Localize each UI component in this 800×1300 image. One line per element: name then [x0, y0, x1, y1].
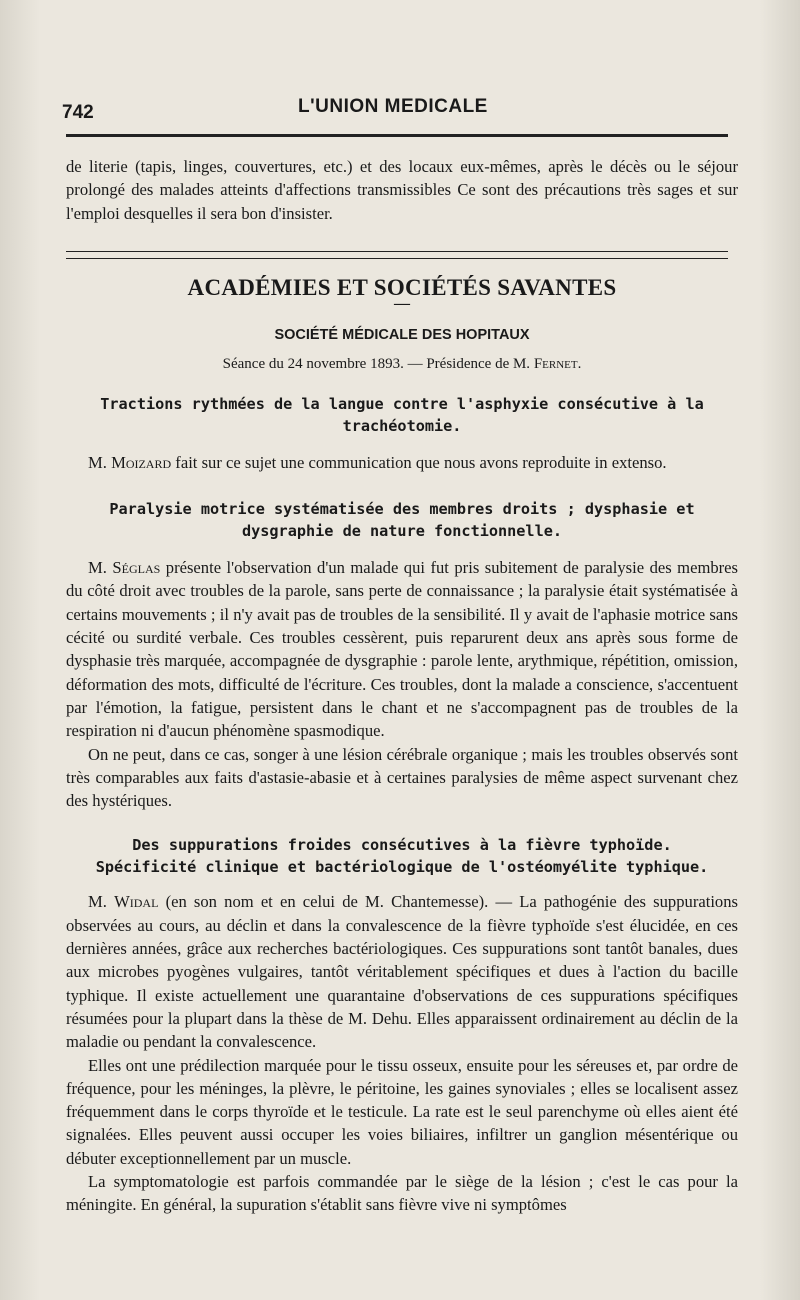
- author-name: Widal: [114, 892, 159, 912]
- page-number: 742: [62, 102, 94, 123]
- running-header: [62, 92, 738, 126]
- article-paragraph: [66, 451, 738, 474]
- honorific: M.: [88, 892, 107, 912]
- paragraph-text: fait sur ce sujet une communication que nous avons reproduite in extenso.: [171, 452, 667, 472]
- society-name: SOCIÉTÉ MÉDICALE DES HOPITAUX: [274, 326, 530, 343]
- journal-title: L'UNION MEDICALE: [298, 96, 488, 117]
- title-dash: —: [394, 294, 410, 312]
- section-title: ACADÉMIES ET SOCIÉTÉS SAVANTES: [187, 274, 617, 300]
- paragraph-text: présente l'observation d'un malade qui fut pris subitement de paralysie des membres du côté droit avec troubles de la parole, sans perte de connaissance ; la paralysie était systématisée à certains mouvements ; il n'y avait pas de troubles de la sensibilité. Il y avait de l'aphasie motrice sans cécité ou surdité verbale. Ces troubles cessèrent, puis reparurent deux ans après sous forme de dysphasie très marquée, accompagnée de dysgraphie : parole lente, arythmique, répétition, omission, déformation des mots, difficulté de l'écriture. Ces troubles, dont la malade a conscience, s'accentuent par l'émotion, la fatigue, persistent dans le chant et ne s'accompagnent pas de troubles de la respiration ni d'aucun phénomène spasmodique.: [66, 558, 738, 741]
- seance-text: Séance du 24 novembre 1893. — Présidence de M.: [222, 355, 531, 372]
- article-paragraph: [66, 556, 738, 742]
- section-double-rule: [66, 251, 728, 259]
- paragraph-text: (en son nom et en celui de M. Chantemesse). — La pathogénie des suppurations observées au cours, au déclin et dans la convalescence de la fièvre typhoïde s'est élucidée, en ces dernières années, grâce aux recherches bactériologiques. Ces suppurations sont tantôt banales, dues aux microbes pyogènes vulgaires, tantôt véritablement spécifiques et dues à l'action du bacille typhique. Il existe actuellement une quarantaine d'observations de ces suppurations spécifiques résumées pour la plupart dans la thèse de M. Dehu. Elles apparaissent ordinairement au déclin de la maladie ou pendant la convalescence.: [66, 892, 738, 1052]
- seance-line: [66, 356, 738, 373]
- article-paragraph: La symptomatologie est parfois commandée par le siège de la lésion ; c'est le cas pour la méningite. En général, la supuration s'établit sans fièvre vive ni symptômes: [66, 1172, 738, 1215]
- article-title: Tractions rythmées de la langue contre l'asphyxie consécutive à la trachéotomie.: [100, 394, 704, 435]
- article-title-line: Des suppurations froides consécutives à la fièvre typhoïde.: [132, 836, 672, 855]
- article-paragraph: On ne peut, dans ce cas, songer à une lésion cérébrale organique ; mais les troubles observés sont très comparables aux faits d'astasie-abasie et à certaines paralysies de même aspect survenant chez des hystériques.: [66, 744, 738, 811]
- honorific: M.: [88, 558, 107, 578]
- article-title: Paralysie motrice systématisée des membres droits ; dysphasie et dysgraphie de nature fonctionnelle.: [109, 500, 695, 541]
- article-paragraph: Elles ont une prédilection marquée pour le tissu osseux, ensuite pour les séreuses et, par ordre de fréquence, pour les méninges, la plèvre, le péritoine, les gaines synoviales ; elles se localisent assez fréquemment dans le corps thyroïde et le testicule. La rate est le seul parenchyme où elles aient été signalées. Elles peuvent aussi occuper les voies biliaires, infiltrer un ganglion mésentérique ou débuter exceptionnellement par un muscle.: [66, 1055, 738, 1168]
- article-paragraph: [66, 890, 738, 1053]
- seance-president: Fernet.: [533, 355, 582, 372]
- author-name: Séglas: [112, 558, 161, 578]
- intro-paragraph: de literie (tapis, linges, couvertures, etc.) et des locaux eux-mêmes, après le décès ou le séjour prolongé des malades atteints d'affections transmissibles Ce sont des précautions très sages et sur l'emploi desquelles il sera bon d'insister.: [66, 157, 738, 223]
- author-name: Moizard: [111, 452, 172, 472]
- header-rule: [66, 134, 728, 137]
- honorific: M.: [88, 452, 107, 472]
- article-title-line: Spécificité clinique et bactériologique de l'ostéomyélite typhique.: [95, 858, 709, 877]
